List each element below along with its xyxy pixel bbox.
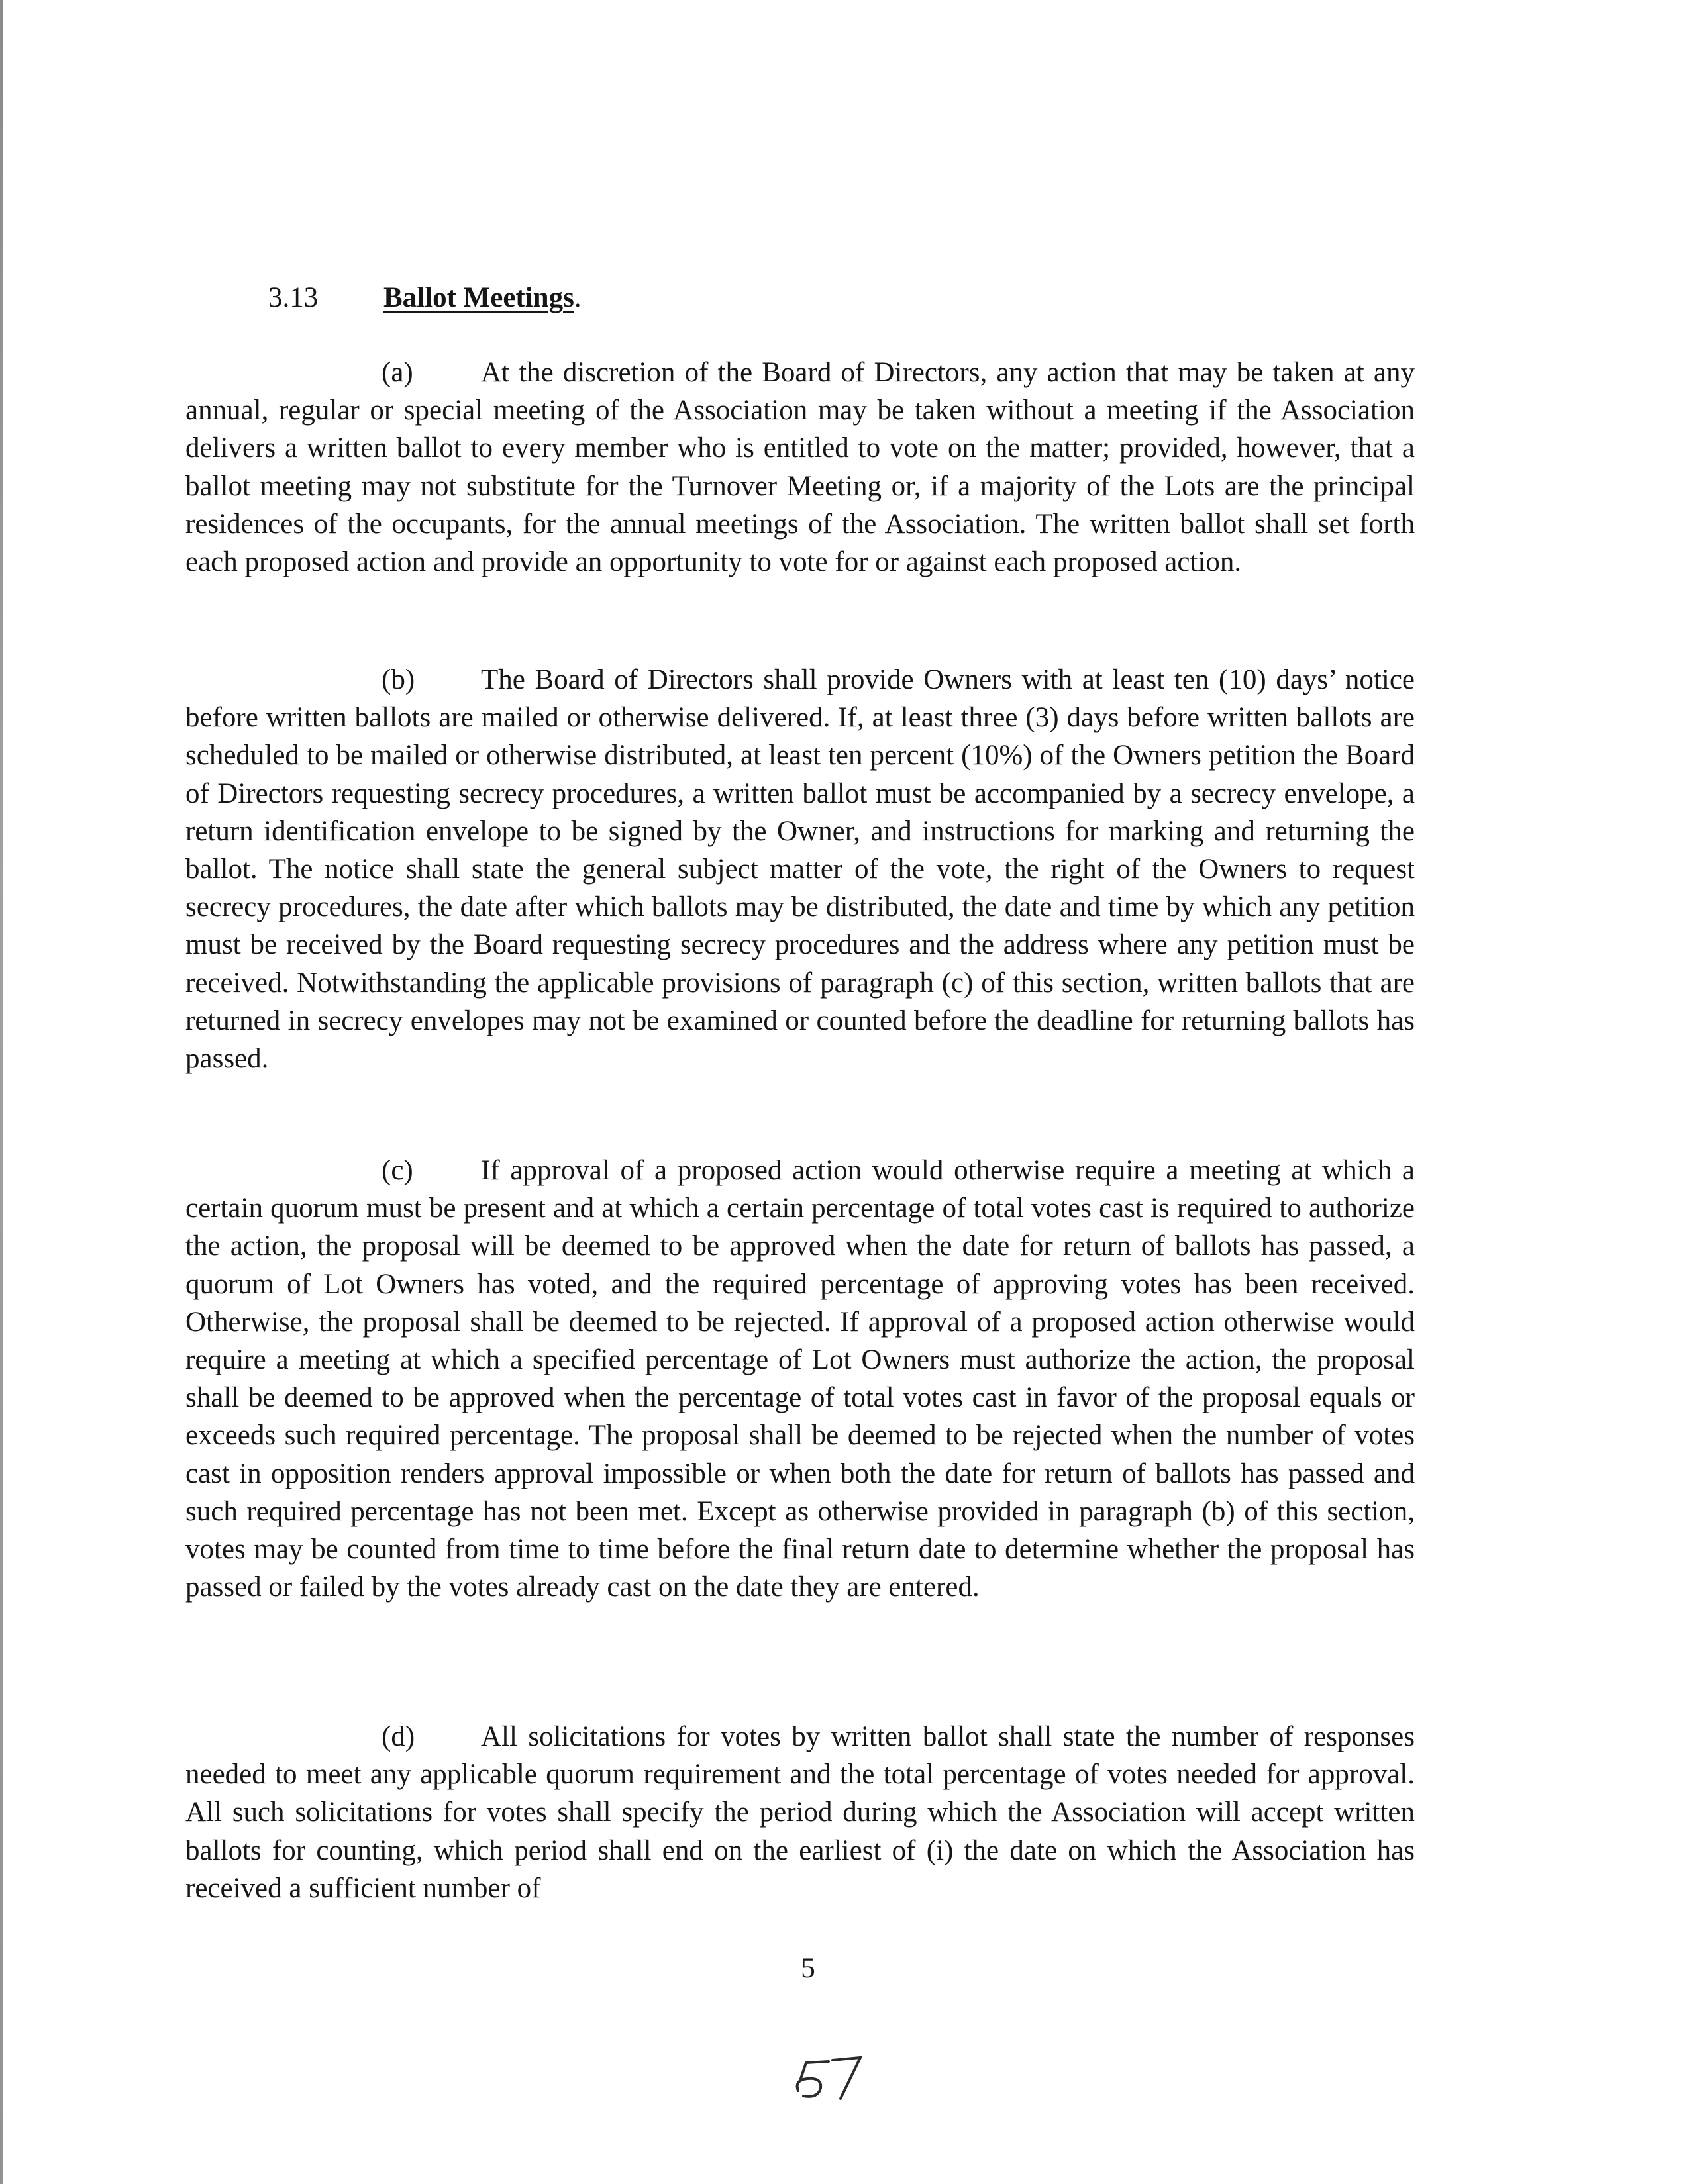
paragraph-a — [185, 354, 1415, 581]
paragraph-b — [185, 661, 1415, 1077]
paragraph-label: (d) — [382, 1721, 415, 1752]
section-title-period: . — [574, 282, 582, 313]
paragraph-label: (b) — [382, 664, 415, 695]
paragraph-c — [185, 1152, 1415, 1606]
paragraph-text: All solicitations for votes by written ballot shall state the number of responses needed to meet any applicable quorum requirement and the total percentage of votes needed for approval. All such solicitations for votes shall specify the period during which the Association will accept written ballots for counting, which period shall end on the earliest of (i) the date on which the Association has received a sufficient number of — [185, 1721, 1415, 1904]
paragraph-label: (a) — [382, 357, 413, 388]
page-number: 5 — [801, 1953, 815, 1984]
section-heading — [268, 279, 582, 317]
paragraph-d — [185, 1718, 1415, 1907]
handwritten-page-mark — [791, 2050, 871, 2103]
scan-edge — [0, 0, 3, 2184]
section-number: 3.13 — [268, 282, 319, 313]
paragraph-label: (c) — [382, 1155, 413, 1186]
paragraph-text: At the discretion of the Board of Directors, any action that may be taken at any annual, regular or special meeting of the Association may be taken without a meeting if the Association delivers a written ballot to every member who is entitled to vote on the matter; provided, however, that a ballot meeting may not substitute for the Turnover Meeting or, if a majority of the Lots are the principal residences of the occupants, for the annual meetings of the Association. The written ballot shall set forth each proposed action and provide an opportunity to vote for or against each proposed action. — [185, 357, 1415, 578]
paragraph-text: The Board of Directors shall provide Owners with at least ten (10) days’ notice before written ballots are mailed or otherwise delivered. If, at least three (3) days before written ballots are scheduled to be mailed or otherwise distributed, at least ten percent (10%) of the Owners petition the Board of Directors requesting secrecy procedures, a written ballot must be accompanied by a secrecy envelope, a return identification envelope to be signed by the Owner, and instructions for marking and returning the ballot. The notice shall state the general subject matter of the vote, the right of the Owners to request secrecy procedures, the date after which ballots may be distributed, the date and time by which any petition must be received by the Board requesting secrecy procedures and the address where any petition must be received. Notwithstanding the applicable provisions of paragraph (c) of this section, written ballots that are returned in secrecy envelopes may not be examined or counted before the deadline for returning ballots has passed. — [185, 664, 1415, 1075]
paragraph-text: If approval of a proposed action would otherwise require a meeting at which a certain quorum must be present and at which a certain percentage of total votes cast is required to authorize the action, the proposal will be deemed to be approved when the date for return of ballots has passed, a quorum of Lot Owners has voted, and the required percentage of approving votes has been received. Otherwise, the proposal shall be deemed to be rejected. If approval of a proposed action otherwise would require a meeting at which a specified percentage of Lot Owners must authorize the action, the proposal shall be deemed to be approved when the percentage of total votes cast in favor of the proposal equals or exceeds such required percentage. The proposal shall be deemed to be rejected when the number of votes cast in opposition renders approval impossible or when both the date for return of ballots has passed and such required percentage has not been met. Except as otherwise provided in paragraph (b) of this section, votes may be counted from time to time before the final return date to determine whether the proposal has passed or failed by the votes already cast on the date they are entered. — [185, 1155, 1415, 1603]
section-title: Ballot Meetings — [383, 282, 574, 313]
